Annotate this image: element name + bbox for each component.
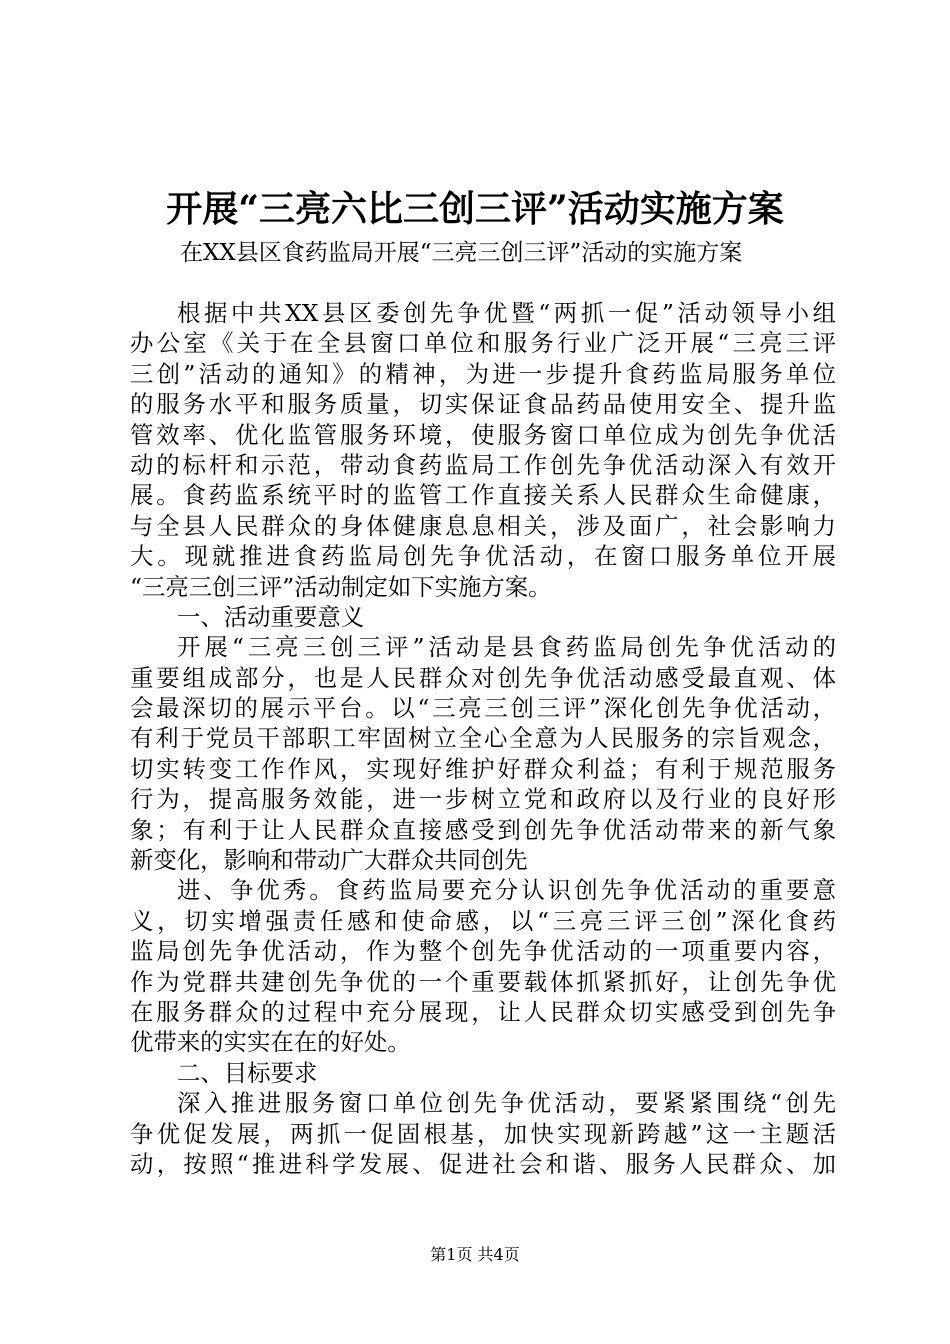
paragraph-line: 新变化，影响和带动广大群众共同创先 bbox=[130, 846, 528, 875]
paragraph-line: 行为，提高服务效能，进一步树立党和政府以及行业的良好形 bbox=[130, 785, 836, 814]
paragraph-line: 争优促发展，两抓一促固根基，加快实现新跨越”这一主题活 bbox=[130, 1119, 836, 1148]
paragraph-line: 在服务群众的过程中充分展现，让人民群众切实感受到创先争 bbox=[130, 997, 836, 1026]
page-number-footer: 第1页 共4页 bbox=[430, 1245, 520, 1264]
document-subtitle: 在XX县区食药监局开展“三亮三创三评”活动的实施方案 bbox=[180, 240, 743, 266]
paragraph-line: 有利于党员干部职工牢固树立全心全意为人民服务的宗旨观念， bbox=[130, 724, 836, 753]
paragraph-line: 管效率、优化监管服务环境，使服务窗口单位成为创先争优活 bbox=[130, 420, 836, 449]
document-body bbox=[130, 298, 836, 1179]
paragraph-line: 重要组成部分，也是人民群众对创先争优活动感受最直观、体 bbox=[130, 663, 836, 692]
section-heading: 二、目标要求 bbox=[177, 1058, 318, 1087]
paragraph-line: 三创”活动的通知》的精神，为进一步提升食药监局服务单位 bbox=[130, 359, 836, 388]
section-heading: 一、活动重要意义 bbox=[177, 602, 365, 631]
paragraph-line: 根据中共XX县区委创先争优暨“两抓一促”活动领导小组 bbox=[177, 299, 836, 327]
paragraph-line: 与全县人民群众的身体健康息息相关，涉及面广，社会影响力 bbox=[130, 511, 836, 540]
document-title: 开展“三亮六比三创三评”活动实施方案 bbox=[166, 188, 784, 230]
paragraph-line: 优带来的实实在在的好处。 bbox=[130, 1028, 411, 1057]
paragraph-line: 会最深切的展示平台。以“三亮三创三评”深化创先争优活动， bbox=[130, 694, 836, 723]
paragraph-line: 义，切实增强责任感和使命感，以“三亮三评三创”深化食药 bbox=[130, 906, 836, 935]
paragraph-line: 进、争优秀。食药监局要充分认识创先争优活动的重要意 bbox=[177, 876, 836, 905]
paragraph-line: 的服务水平和服务质量，切实保证食品药品使用安全、提升监 bbox=[130, 390, 836, 419]
paragraph-line: 象；有利于让人民群众直接感受到创先争优活动带来的新气象 bbox=[130, 815, 836, 844]
paragraph-line: 办公室《关于在全县窗口单位和服务行业广泛开展“三亮三评 bbox=[130, 329, 836, 358]
paragraph-line: 作为党群共建创先争优的一个重要载体抓紧抓好，让创先争优 bbox=[130, 967, 836, 996]
paragraph-line: 深入推进服务窗口单位创先争优活动，要紧紧围绕“创先 bbox=[177, 1089, 836, 1118]
paragraph-line: 动，按照“推进科学发展、促进社会和谐、服务人民群众、加 bbox=[130, 1149, 836, 1178]
paragraph-line: 开展“三亮三创三评”活动是县食药监局创先争优活动的 bbox=[177, 633, 836, 662]
paragraph-line: 切实转变工作作风，实现好维护好群众利益；有利于规范服务 bbox=[130, 754, 836, 783]
paragraph-line: 动的标杆和示范，带动食药监局工作创先争优活动深入有效开 bbox=[130, 450, 836, 479]
paragraph-line: 监局创先争优活动，作为整个创先争优活动的一项重要内容， bbox=[130, 937, 836, 966]
paragraph-line: “三亮三创三评”活动制定如下实施方案。 bbox=[130, 572, 552, 601]
paragraph-line: 大。现就推进食药监局创先争优活动，在窗口服务单位开展 bbox=[130, 542, 836, 571]
paragraph-line: 展。食药监系统平时的监管工作直接关系人民群众生命健康， bbox=[130, 481, 836, 510]
